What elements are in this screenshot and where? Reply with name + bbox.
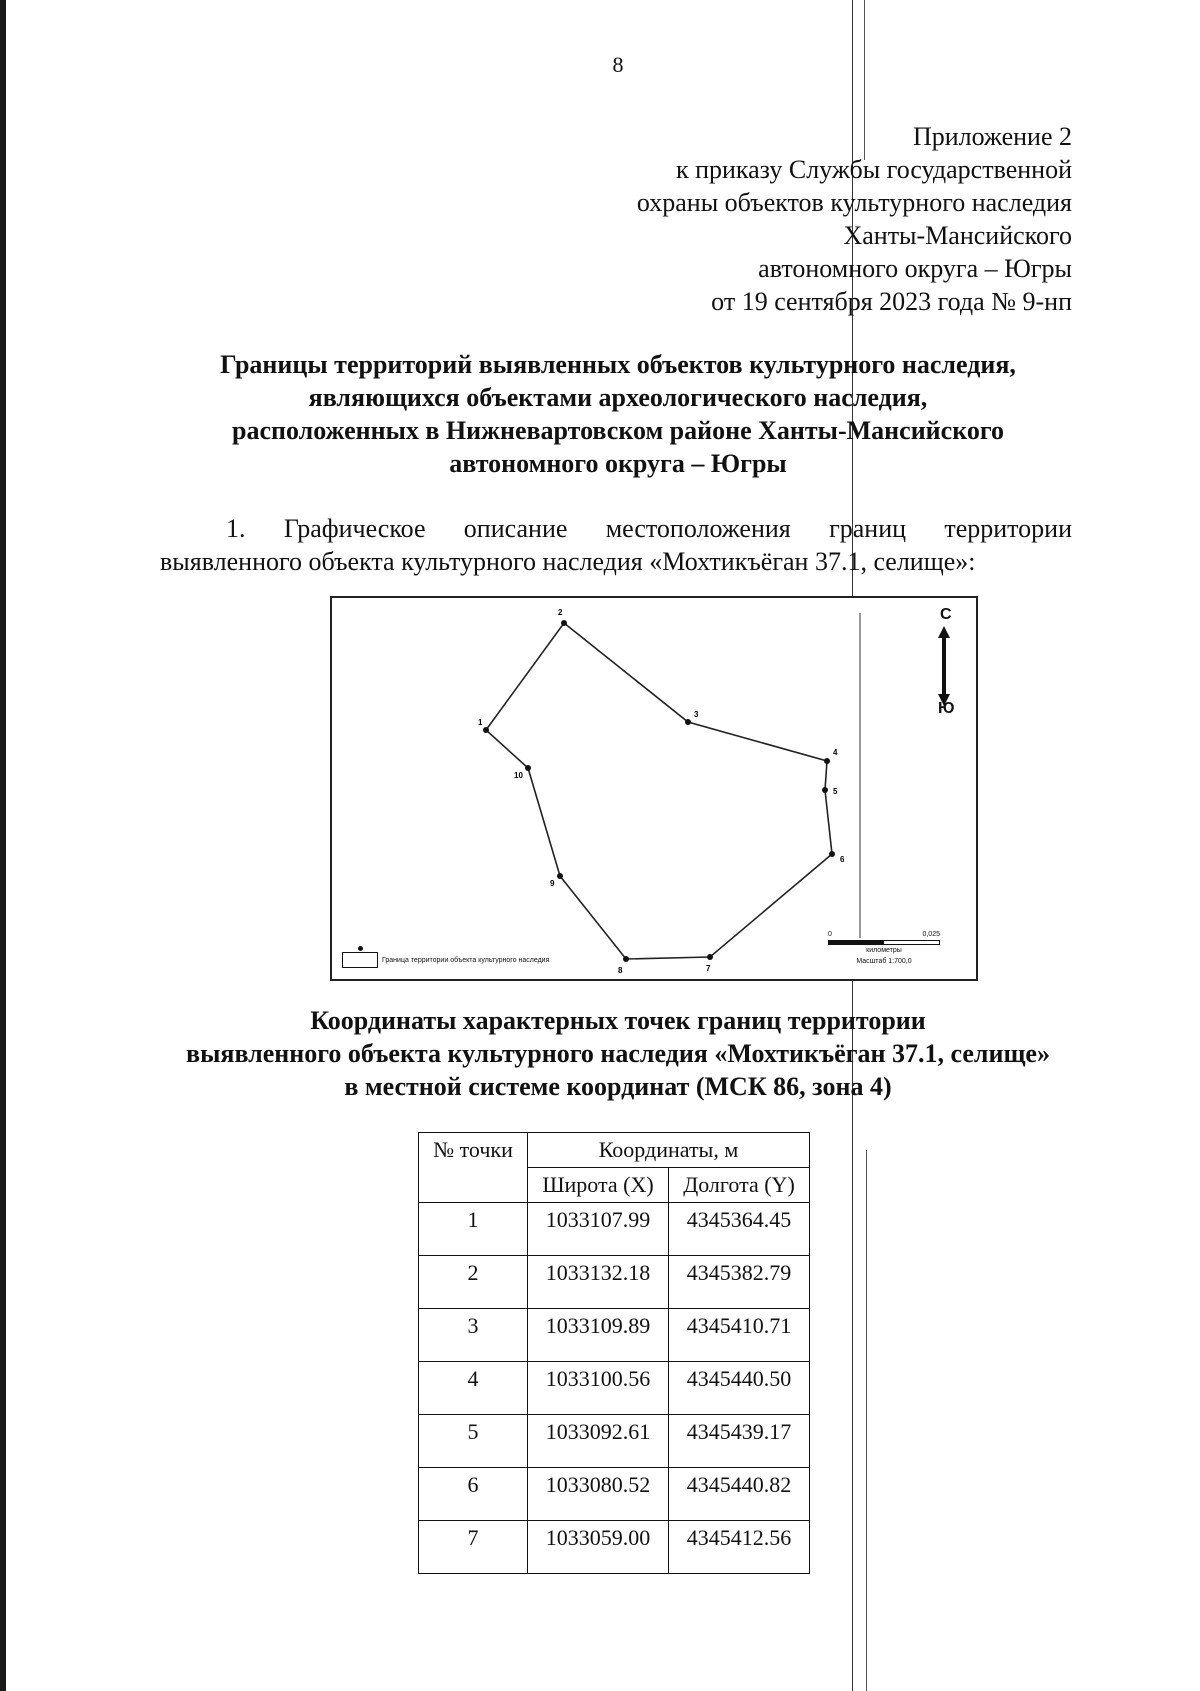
header-longitude: Долгота (Y)	[669, 1168, 810, 1203]
latitude-cell: 1033132.18	[528, 1256, 669, 1309]
table-row	[419, 1256, 810, 1309]
boundary-vertex	[824, 758, 830, 764]
vertex-layer	[478, 608, 845, 975]
north-arrow-icon	[930, 626, 966, 706]
table-row	[419, 1362, 810, 1415]
appendix-line: Приложение 2	[912, 122, 1072, 151]
latitude-cell: 1033080.52	[528, 1468, 669, 1521]
appendix-block	[637, 120, 1072, 318]
boundary-vertex	[707, 954, 713, 960]
boundary-polygon	[486, 623, 832, 959]
section-heading-line: 1. Графическое описание местоположения границ территории	[226, 514, 1072, 543]
boundary-vertex	[822, 787, 828, 793]
vertex-label: 2	[558, 608, 563, 617]
latitude-cell: 1033107.99	[528, 1203, 669, 1256]
scalebar	[828, 931, 940, 965]
title-line: расположенных в Нижневартовском районе Ханты-Мансийского	[231, 416, 1004, 445]
vertex-label: 8	[618, 966, 623, 975]
latitude-cell: 1033109.89	[528, 1309, 669, 1362]
section-heading-line: выявленного объекта культурного наследия «Мохтикъёган 37.1, селище»:	[160, 547, 976, 576]
point-number: 5	[419, 1415, 528, 1468]
vertex-label: 3	[694, 710, 699, 719]
vertex-label: 9	[550, 879, 555, 888]
title-line: Границы территорий выявленных объектов культурного наследия,	[220, 350, 1016, 379]
scan-edge-left	[0, 0, 6, 1691]
coordinates-title-line: выявленного объекта культурного наследия «Мохтикъёган 37.1, селище»	[186, 1039, 1050, 1068]
point-number: 7	[419, 1521, 528, 1574]
boundary-vertex	[829, 851, 835, 857]
scale-start: 0	[828, 931, 832, 938]
boundary-vertex	[525, 765, 531, 771]
section-heading	[160, 512, 1072, 578]
scale-text: Масштаб 1:700,0	[856, 958, 912, 965]
table-row	[419, 1309, 810, 1362]
longitude-cell: 4345410.71	[669, 1309, 810, 1362]
title-line: автономного округа – Югры	[449, 449, 787, 478]
vertex-label: 6	[840, 855, 845, 864]
appendix-line: охраны объектов культурного наследия	[636, 188, 1072, 217]
legend-label: Граница территории объекта культурного наследия	[382, 956, 550, 964]
scale-end: 0,025	[922, 931, 940, 938]
scale-bar-graphic	[828, 940, 940, 945]
appendix-line: автономного округа – Югры	[758, 254, 1072, 283]
longitude-cell: 4345364.45	[669, 1203, 810, 1256]
header-coordinates: Координаты, м	[528, 1133, 810, 1168]
point-number: 6	[419, 1468, 528, 1521]
south-label: Ю	[938, 700, 955, 717]
coordinates-title-line: в местной системе координат (МСК 86, зона 4)	[344, 1072, 892, 1101]
page-number: 8	[612, 52, 624, 77]
appendix-line: Ханты-Мансийского	[843, 221, 1072, 250]
point-number: 3	[419, 1309, 528, 1362]
table-row	[419, 1203, 810, 1256]
point-number: 1	[419, 1203, 528, 1256]
document-title	[150, 348, 1086, 480]
map-legend	[342, 952, 549, 968]
table-row	[419, 1415, 810, 1468]
vertex-label: 1	[478, 718, 483, 727]
scale-unit: километры	[866, 947, 902, 954]
north-label: С	[940, 606, 952, 623]
longitude-cell: 4345439.17	[669, 1415, 810, 1468]
boundary-vertex	[561, 620, 567, 626]
legend-swatch-icon	[342, 952, 378, 968]
vertex-label: 7	[706, 964, 711, 973]
point-number: 4	[419, 1362, 528, 1415]
boundary-vertex	[623, 956, 629, 962]
vertex-label: 4	[833, 748, 838, 757]
vertex-label: 5	[833, 787, 838, 796]
coordinates-title-line: Координаты характерных точек границ территории	[310, 1006, 926, 1035]
table-row	[419, 1468, 810, 1521]
table-row	[419, 1521, 810, 1574]
appendix-line: от 19 сентября 2023 года № 9-нп	[711, 287, 1072, 316]
boundary-vertex	[483, 727, 489, 733]
point-number: 2	[419, 1256, 528, 1309]
latitude-cell: 1033100.56	[528, 1362, 669, 1415]
north-arrow	[930, 606, 966, 718]
coordinates-table-body	[419, 1203, 810, 1574]
title-line: являющихся объектами археологического наследия,	[308, 383, 928, 412]
coordinates-title	[150, 1004, 1086, 1103]
latitude-cell: 1033092.61	[528, 1415, 669, 1468]
header-point: № точки	[419, 1133, 528, 1203]
header-latitude: Широта (X)	[528, 1168, 669, 1203]
longitude-cell: 4345412.56	[669, 1521, 810, 1574]
longitude-cell: 4345440.50	[669, 1362, 810, 1415]
boundary-vertex	[685, 719, 691, 725]
appendix-line: к приказу Службы государственной	[675, 155, 1072, 184]
latitude-cell: 1033059.00	[528, 1521, 669, 1574]
vertex-label: 10	[514, 771, 523, 780]
scan-artifact-line	[866, 1150, 867, 1691]
boundary-vertex	[557, 873, 563, 879]
longitude-cell: 4345440.82	[669, 1468, 810, 1521]
boundary-map	[330, 596, 978, 981]
longitude-cell: 4345382.79	[669, 1256, 810, 1309]
coordinates-table	[418, 1132, 810, 1574]
boundary-map-drawing	[332, 598, 976, 979]
